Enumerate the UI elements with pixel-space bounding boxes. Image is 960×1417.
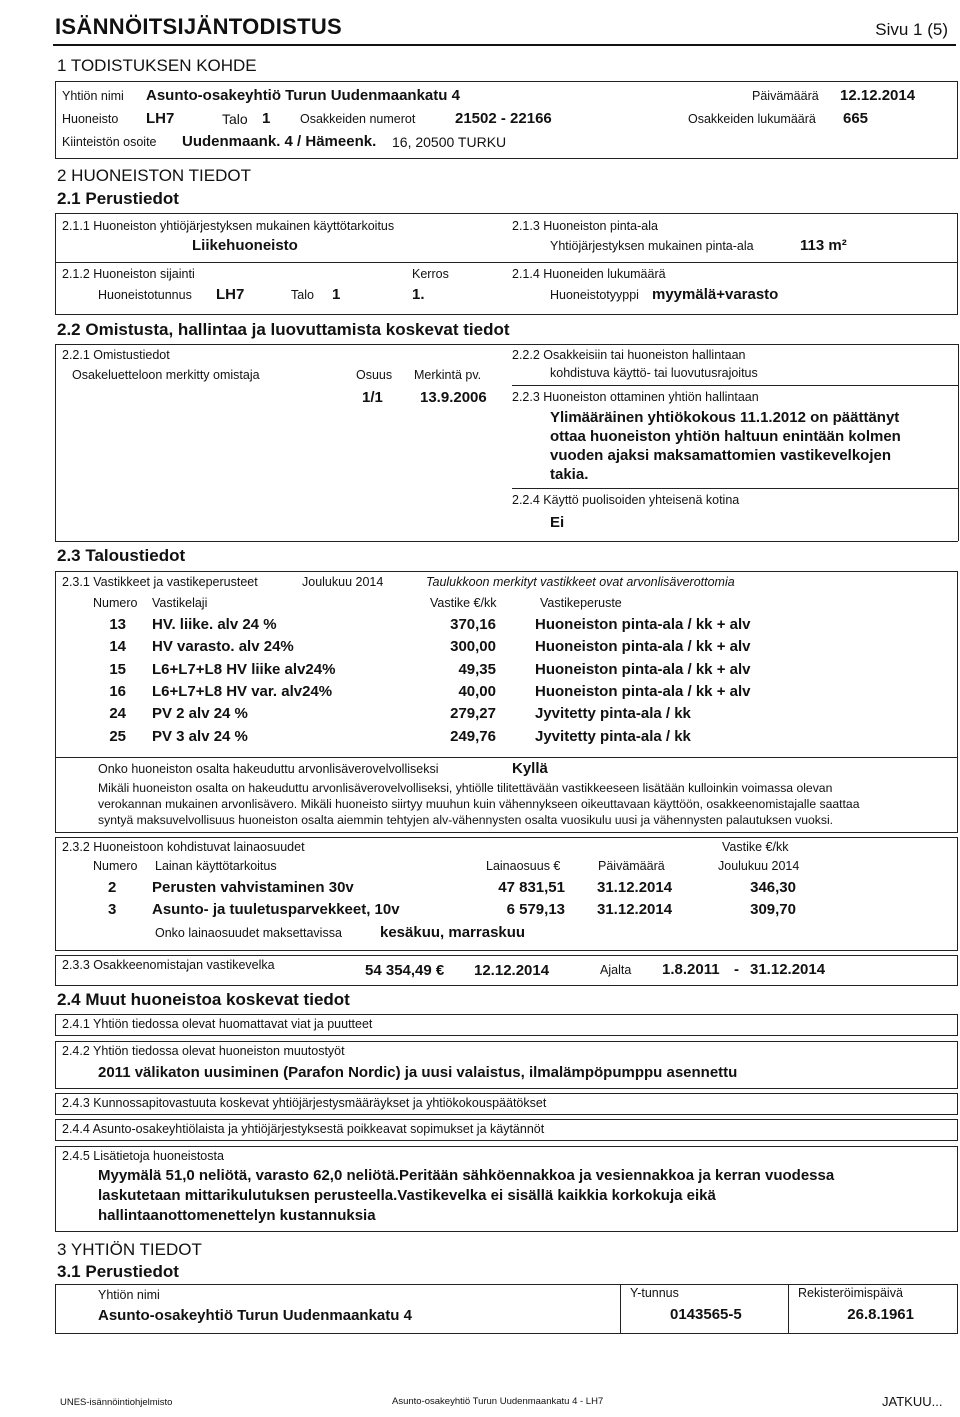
fees-month: Joulukuu 2014 [302, 575, 384, 589]
fee-amount: 40,00 [458, 682, 496, 700]
company-name-label: Yhtiön nimi [98, 1288, 160, 1302]
usage-divider [512, 385, 958, 386]
takeover-line-2: ottaa huoneiston yhtiön haltuun enintään kolmen [550, 428, 901, 445]
house-label: Talo [291, 288, 314, 302]
fees-heading: 2.3.1 Vastikkeet ja vastikeperusteet [62, 575, 258, 589]
takeover-line-3: vuoden ajaksi maksamattomien vastikevelkojen [550, 447, 891, 464]
registration-date: 26.8.1961 [847, 1306, 914, 1323]
fee-basis: Huoneiston pinta-ala / kk + alv [535, 638, 751, 656]
house-id: 1 [332, 286, 341, 303]
fee-amount: 370,16 [450, 616, 496, 633]
debt-period-label: Ajalta [600, 963, 632, 977]
fee-number: 25 [109, 727, 126, 745]
fee-number: 16 [109, 682, 126, 700]
takeover-line-1: Ylimääräinen yhtiökokous 11.1.2012 on päättänyt [550, 409, 900, 426]
company-divider-2 [788, 1284, 789, 1334]
registration-label: Rekisteröimispäivä [798, 1286, 903, 1300]
document-title: ISÄNNÖITSIJÄNTODISTUS [55, 14, 343, 39]
apartment-purpose: Liikehuoneisto [192, 237, 298, 254]
date-label: Päivämäärä [752, 89, 819, 103]
loans-heading: 2.3.2 Huoneistoon kohdistuvat lainaosuudet [62, 840, 305, 854]
shares-label: Osakkeiden numerot [300, 112, 416, 126]
loans-col-share: Lainaosuus € [486, 859, 561, 873]
company-label: Yhtiön nimi [62, 89, 124, 103]
takeover-heading: 2.2.3 Huoneiston ottaminen yhtiön hallintaan [512, 390, 759, 404]
debt-period-to: 31.12.2014 [750, 961, 826, 978]
loan-number: 3 [108, 901, 117, 918]
debt-heading: 2.3.3 Osakkeenomistajan vastikevelka [62, 958, 275, 972]
fee-basis: Jyvitetty pinta-ala / kk [535, 727, 691, 745]
debt-date: 12.12.2014 [474, 962, 550, 979]
usage-heading-2: kohdistuva käyttö- tai luovutusrajoitus [550, 366, 758, 380]
share-col-label: Osuus [356, 368, 393, 382]
ownership-box-bottom [55, 541, 958, 542]
owner-sub-label: Osakeluetteloon merkitty omistaja [72, 368, 260, 382]
section-1-heading: 1 TODISTUKSEN KOHDE [57, 56, 257, 75]
debt-period-from: 1.8.2011 [662, 961, 720, 978]
fee-basis: Jyvitetty pinta-ala / kk [535, 705, 691, 723]
business-id: 0143565-5 [670, 1306, 742, 1323]
fees-col-type: Vastikelaji [152, 596, 208, 610]
fee-number: 13 [109, 616, 126, 633]
share-count: 665 [843, 110, 869, 127]
rooms-label: 2.1.4 Huoneiden lukumäärä [512, 267, 666, 281]
loans-col-month: Joulukuu 2014 [718, 859, 800, 873]
fee-type: HV. liike. alv 24 % [152, 616, 277, 633]
vat-answer: Kyllä [512, 760, 548, 777]
fee-amount: 300,00 [450, 638, 496, 656]
footer-software: UNES-isännöintiohjelmisto [60, 1397, 173, 1408]
changes-text: 2011 välikaton uusiminen (Parafon Nordic) ja uusi valaistus, ilmalämpöpumppu asennettu [98, 1064, 738, 1081]
apartment-id: LH7 [146, 110, 175, 127]
type-label: Huoneistotyyppi [550, 288, 639, 302]
certificate-date: 12.12.2014 [840, 87, 916, 104]
agreements-heading: 2.4.4 Asunto-osakeyhtiölaista ja yhtiöjärjestyksestä poikkeavat sopimukset ja käytännöt [62, 1122, 545, 1136]
page-number: Sivu 1 (5) [875, 20, 948, 39]
fee-type: L6+L7+L8 HV var. alv24% [152, 682, 333, 700]
fee-basis: Huoneiston pinta-ala / kk + alv [535, 682, 751, 700]
common-home-value: Ei [550, 514, 565, 531]
company-name-value: Asunto-osakeyhtiö Turun Uudenmaankatu 4 [98, 1307, 412, 1324]
fee-basis: Huoneiston pinta-ala / kk + alv [535, 660, 751, 678]
area-label: 2.1.3 Huoneiston pinta-ala [512, 219, 658, 233]
debt-period-sep: - [734, 961, 739, 978]
basic-info-divider [55, 262, 958, 263]
apartment-area: 113 m² [800, 237, 847, 254]
loans-col-number: Numero [93, 859, 138, 873]
unit-label: Huoneistotunnus [98, 288, 192, 302]
owner-heading: 2.2.1 Omistustiedot [62, 348, 170, 362]
mark-col-label: Merkintä pv. [414, 368, 482, 382]
footer-continues: JATKUU... [882, 1394, 943, 1409]
vat-question: Onko huoneiston osalta hakeuduttu arvonlisäverovelvolliseksi [98, 762, 439, 776]
unit-id: LH7 [216, 286, 245, 303]
payable-question: Onko lainaosuudet maksettavissa [155, 926, 342, 940]
business-id-label: Y-tunnus [630, 1286, 679, 1300]
owner-mark-date: 13.9.2006 [420, 389, 487, 406]
defects-heading: 2.4.1 Yhtiön tiedossa olevat huomattavat viat ja puutteet [62, 1017, 373, 1031]
extra-info-line-2: laskutetaan mittarikulutuksen perusteella.Vastikevelka ei sisällä kaikkia korkokuja eikä [98, 1187, 716, 1204]
title-rule [53, 44, 956, 46]
loans-col-fee: Vastike €/kk [722, 840, 789, 854]
ownership-box-right [958, 344, 959, 541]
address-label: Kiinteistön osoite [62, 135, 157, 149]
section-2-heading: 2 HUONEISTON TIEDOT [57, 166, 251, 185]
basic-info-heading: 2.1 Perustiedot [57, 189, 179, 208]
fees-note: Taulukkoon merkityt vastikkeet ovat arvonlisäverottomia [426, 575, 735, 589]
fees-col-amount: Vastike €/kk [430, 596, 497, 610]
fee-amount: 49,35 [458, 660, 496, 678]
fee-type: PV 3 alv 24 % [152, 727, 248, 745]
fee-amount: 249,76 [450, 727, 496, 745]
fee-number: 14 [109, 638, 126, 656]
loan-purpose: Asunto- ja tuuletusparvekkeet, 10v [152, 901, 400, 918]
fee-type: PV 2 alv 24 % [152, 705, 248, 723]
loan-date: 31.12.2014 [597, 901, 673, 918]
fees-col-number: Numero [93, 596, 138, 610]
common-home-heading: 2.2.4 Käyttö puolisoiden yhteisenä kotina [512, 493, 740, 507]
location-label: 2.1.2 Huoneiston sijainti [62, 267, 195, 281]
finance-heading: 2.3 Taloustiedot [57, 546, 186, 565]
company-name: Asunto-osakeyhtiö Turun Uudenmaankatu 4 [146, 87, 460, 104]
vat-note: Mikäli huoneiston osalta on hakeuduttu arvonlisäverovelvolliseksi, yhtiölle tilitettävään vastikkeeseen lisätään kulloinkin voimassa olevan verokannan mukainen arvonlisävero. Mikäli huoneisto siirtyy muuhun kuin vähennykseen oikeuttavaan käyttöön, osakkeenomistajalle saattaa syntyä maksuvelvollisuus huoneiston osalta aiemmin tehtyjen alv-vähennysten osalta vuosikulu uusi ja vähennysten palautuksen vuoksi. [98, 781, 860, 827]
debt-amount: 54 354,49 € [365, 962, 445, 979]
extra-info-line-3: hallintaanottomenettelyn kustannuksia [98, 1207, 376, 1224]
loans-col-date: Päivämäärä [598, 859, 665, 873]
purpose-label: 2.1.1 Huoneiston yhtiöjärjestyksen mukainen käyttötarkoitus [62, 219, 395, 233]
loan-date: 31.12.2014 [597, 879, 673, 896]
fee-type: HV varasto. alv 24% [152, 638, 294, 656]
loan-share: 47 831,51 [498, 879, 565, 896]
takeover-line-4: takia. [550, 466, 589, 483]
loan-fee: 309,70 [750, 901, 796, 918]
company-divider-1 [620, 1284, 621, 1334]
section-3-heading: 3 YHTIÖN TIEDOT [57, 1240, 202, 1259]
extra-info-heading: 2.4.5 Lisätietoja huoneistosta [62, 1149, 224, 1163]
fee-type: L6+L7+L8 HV liike alv24% [152, 660, 336, 678]
share-numbers: 21502 - 22166 [455, 110, 552, 127]
fee-number: 24 [109, 705, 126, 723]
area-sub-label: Yhtiöjärjestyksen mukainen pinta-ala [550, 239, 754, 253]
takeover-divider [512, 488, 958, 489]
floor-label: Kerros [412, 267, 449, 281]
loans-col-purpose: Lainan käyttötarkoitus [155, 859, 277, 873]
floor-value: 1. [412, 286, 425, 303]
company-basic-heading: 3.1 Perustiedot [57, 1262, 179, 1281]
usage-heading: 2.2.2 Osakkeisiin tai huoneiston hallintaan [512, 348, 746, 362]
extra-info-line-1: Myymälä 51,0 neliötä, varasto 62,0 neliötä.Peritään sähköennakkoa ja vesiennakkoa ja kerran vuodessa [98, 1167, 835, 1184]
building-label: Talo [222, 111, 248, 127]
address-rest: 16, 20500 TURKU [392, 134, 507, 150]
address-bold: Uudenmaank. 4 / Hämeenk. [182, 133, 377, 150]
fee-basis: Huoneiston pinta-ala / kk + alv [535, 616, 751, 633]
fee-number: 15 [109, 660, 126, 678]
owner-share: 1/1 [362, 389, 383, 406]
fees-divider [55, 757, 958, 758]
ownership-heading: 2.2 Omistusta, hallintaa ja luovuttamista koskevat tiedot [57, 320, 510, 339]
share-count-label: Osakkeiden lukumäärä [688, 112, 816, 126]
building-id: 1 [262, 110, 271, 127]
apartment-type: myymälä+varasto [652, 286, 779, 303]
maintenance-heading: 2.4.3 Kunnossapitovastuuta koskevat yhtiöjärjestysmääräykset ja yhtiökokouspäätökset [62, 1096, 547, 1110]
footer-company: Asunto-osakeyhtiö Turun Uudenmaankatu 4 - LH7 [392, 1396, 604, 1407]
loan-number: 2 [108, 879, 117, 896]
other-info-heading: 2.4 Muut huoneistoa koskevat tiedot [57, 990, 350, 1009]
loan-purpose: Perusten vahvistaminen 30v [152, 879, 354, 896]
changes-heading: 2.4.2 Yhtiön tiedossa olevat huoneiston muutostyöt [62, 1044, 345, 1058]
loan-fee: 346,30 [750, 879, 796, 896]
apartment-label: Huoneisto [62, 112, 119, 126]
payable-answer: kesäkuu, marraskuu [380, 924, 526, 941]
loan-share: 6 579,13 [506, 901, 565, 918]
fee-amount: 279,27 [450, 705, 496, 723]
fees-col-basis: Vastikeperuste [540, 596, 622, 610]
